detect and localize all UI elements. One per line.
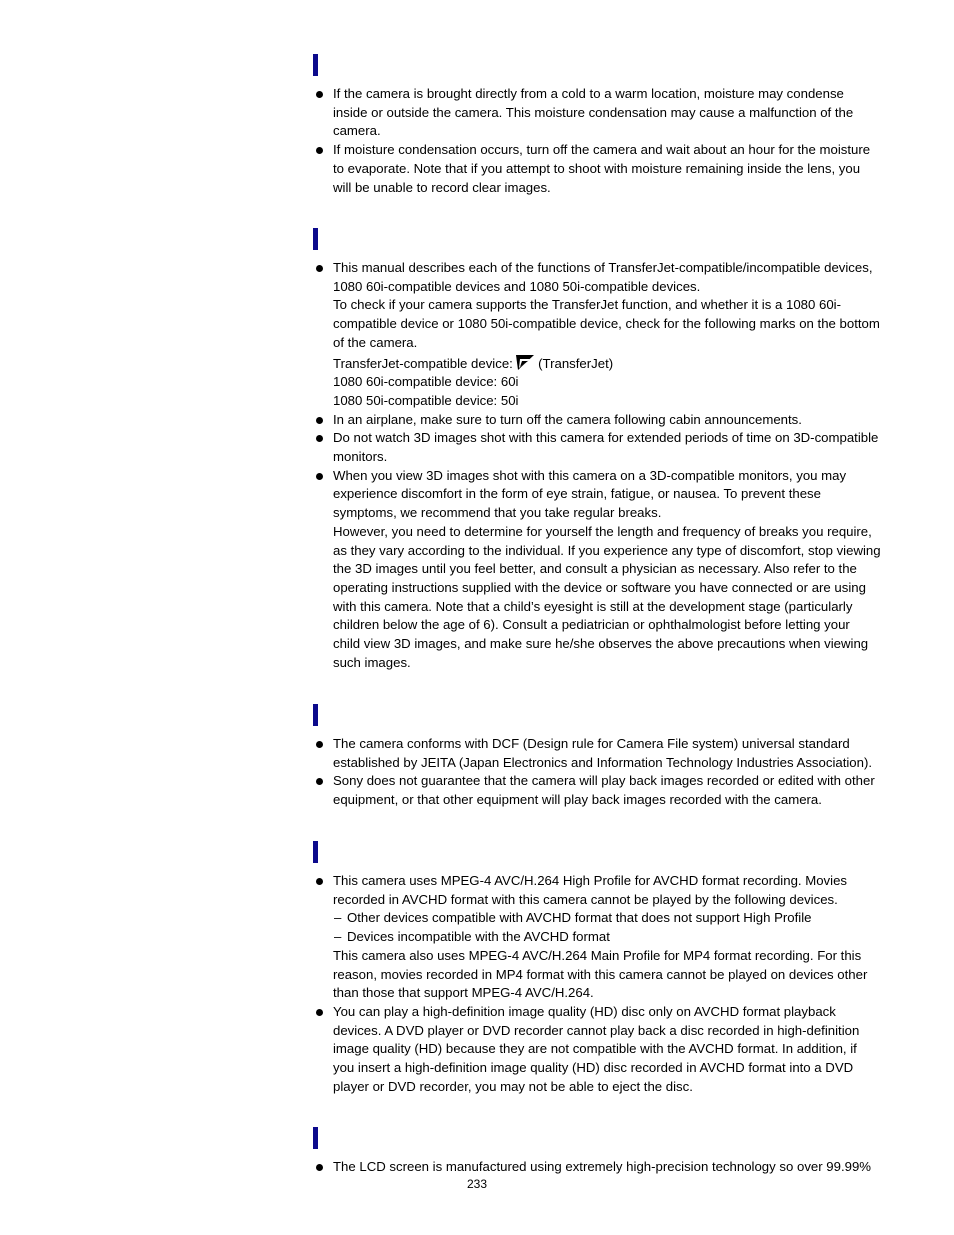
text-line: than those that support MPEG-4 AVC/H.264. [333, 985, 594, 1001]
section-heading-bar [313, 704, 318, 726]
bullet-list [313, 85, 923, 197]
text-line: You can play a high-definition image quality (HD) disc only on AVCHD format playback [333, 1003, 836, 1019]
list-item [313, 467, 923, 673]
text-line: Do not watch 3D images shot with this camera for extended periods of time on 3D-compatible [333, 430, 879, 446]
list-item [313, 411, 923, 430]
bullet-dot-icon [316, 265, 323, 272]
text-line: This camera uses MPEG-4 AVC/H.264 High Profile for AVCHD format recording. Movies [333, 873, 848, 888]
list-item [313, 429, 923, 466]
bullet-dot-icon [316, 91, 323, 98]
text-line: to evaporate. Note that if you attempt to shoot with moisture remaining inside the lens, you [333, 160, 861, 176]
list-item [313, 141, 923, 197]
text-line: of the camera. [333, 334, 418, 350]
dash-glyph: – [334, 910, 342, 926]
transferjet-prefix: TransferJet-compatible device: [333, 355, 517, 371]
text-line: Sony does not guarantee that the camera will play back images recorded or edited with other [333, 773, 875, 789]
text-line: When you view 3D images shot with this camera on a 3D-compatible monitors, you may [333, 467, 847, 483]
text-line: will be unable to record clear images. [333, 179, 551, 195]
text-line: This camera also uses MPEG-4 AVC/H.264 Main Profile for MP4 format recording. For this [333, 947, 862, 963]
text-line: the 3D images until you feel better, and consult a physician as necessary. Also refer to the [333, 561, 857, 577]
list-item [313, 735, 923, 772]
bullet-list [313, 1158, 923, 1177]
dash-glyph: – [334, 929, 342, 945]
text-line: you insert a high-definition image quality (HD) disc recorded in AVCHD format into a DVD [333, 1060, 854, 1076]
text-line: player or DVD recorder, you may not be able to eject the disc. [333, 1078, 693, 1094]
bullet-list [313, 735, 923, 810]
text-line: The camera conforms with DCF (Design rule for Camera File system) universal standard [333, 736, 850, 751]
text-line: This manual describes each of the functions of TransferJet-compatible/incompatible devices, [333, 260, 873, 275]
text-line: as they vary according to the individual. If you experience any type of discomfort, stop viewing [333, 542, 881, 558]
text-line: 1080 60i-compatible devices and 1080 50i-compatible devices. [333, 278, 701, 294]
section-heading-bar [313, 54, 318, 76]
list-item [313, 1003, 923, 1097]
text-line: child view 3D images, and make sure he/she observes the above precautions when viewing [333, 636, 869, 652]
text-line: recorded in AVCHD format with this camera cannot be played by the following devices. [333, 891, 838, 907]
list-item [313, 772, 923, 809]
list-item [313, 1158, 923, 1177]
bullet-dot-icon [316, 473, 323, 480]
transferjet-mark-icon [516, 355, 534, 370]
text-line: image quality (HD) because they are not compatible with the AVCHD format. In addition, if [333, 1041, 857, 1057]
text-line: If moisture condensation occurs, turn off the camera and wait about an hour for the moisture [333, 142, 871, 158]
text-line: However, you need to determine for yourself the length and frequency of breaks you require, [333, 523, 872, 539]
dash-list-item [333, 909, 923, 928]
bullet-dot-icon [316, 878, 323, 885]
bullet-dot-icon [316, 147, 323, 154]
text-line: If the camera is brought directly from a cold to a warm location, moisture may condense [333, 86, 844, 101]
text-line: established by JEITA (Japan Electronics and Information Technology Industries Association). [333, 754, 873, 770]
text-line: The LCD screen is manufactured using extremely high-precision technology so over 99.99% [333, 1159, 872, 1174]
transferjet-suffix: (TransferJet) [534, 355, 614, 371]
dash-list-item [333, 928, 923, 947]
bullet-dot-icon [316, 435, 323, 442]
text-line: reason, movies recorded in MP4 format with this camera cannot be played on devices other [333, 966, 868, 982]
list-item [313, 872, 923, 1003]
text-line: To check if your camera supports the TransferJet function, and whether it is a 1080 60i- [333, 297, 841, 313]
bullet-list [313, 259, 923, 672]
bullet-dot-icon [316, 417, 323, 424]
text-line: In an airplane, make sure to turn off the camera following cabin announcements. [333, 411, 802, 427]
text-line: symptoms, we recommend that you take regular breaks. [333, 505, 662, 521]
bullet-dot-icon [316, 1009, 323, 1016]
list-item [313, 259, 923, 411]
transferjet-mark-line [333, 355, 923, 374]
section-heading-bar [313, 841, 318, 863]
text-line: camera. [333, 123, 381, 139]
text-line: compatible device or 1080 50i-compatible device, check for the following marks on the bottom [333, 316, 880, 332]
bullet-dot-icon [316, 1164, 323, 1171]
text-line: inside or outside the camera. This moisture condensation may cause a malfunction of the [333, 104, 854, 120]
section-heading-bar [313, 1127, 318, 1149]
text-line: 1080 50i-compatible device: 50i [333, 392, 519, 408]
text-line: experience discomfort in the form of eye strain, fatigue, or nausea. To prevent these [333, 486, 821, 502]
dash-item-text: Devices incompatible with the AVCHD format [347, 929, 610, 945]
bullet-dot-icon [316, 778, 323, 785]
text-line: equipment, or that other equipment will play back images recorded with the camera. [333, 792, 822, 808]
list-item [313, 85, 923, 141]
text-line: devices. A DVD player or DVD recorder cannot play back a disc recorded in high-definition [333, 1022, 860, 1038]
bullet-dot-icon [316, 741, 323, 748]
text-line: monitors. [333, 449, 388, 465]
text-line: such images. [333, 654, 411, 670]
text-line: with this camera. Note that a child’s eyesight is still at the development stage (particularly [333, 598, 853, 614]
page-number: 233 [467, 1177, 488, 1191]
dash-item-text: Other devices compatible with AVCHD format that does not support High Profile [347, 910, 812, 926]
bullet-list [313, 872, 923, 1096]
section-heading-bar [313, 228, 318, 250]
text-line: children below the age of 6). Consult a pediatrician or ophthalmologist before letting your [333, 617, 850, 633]
text-line: operating instructions supplied with the device or software you have connected or are using [333, 579, 866, 595]
text-line: 1080 60i-compatible device: 60i [333, 374, 519, 390]
